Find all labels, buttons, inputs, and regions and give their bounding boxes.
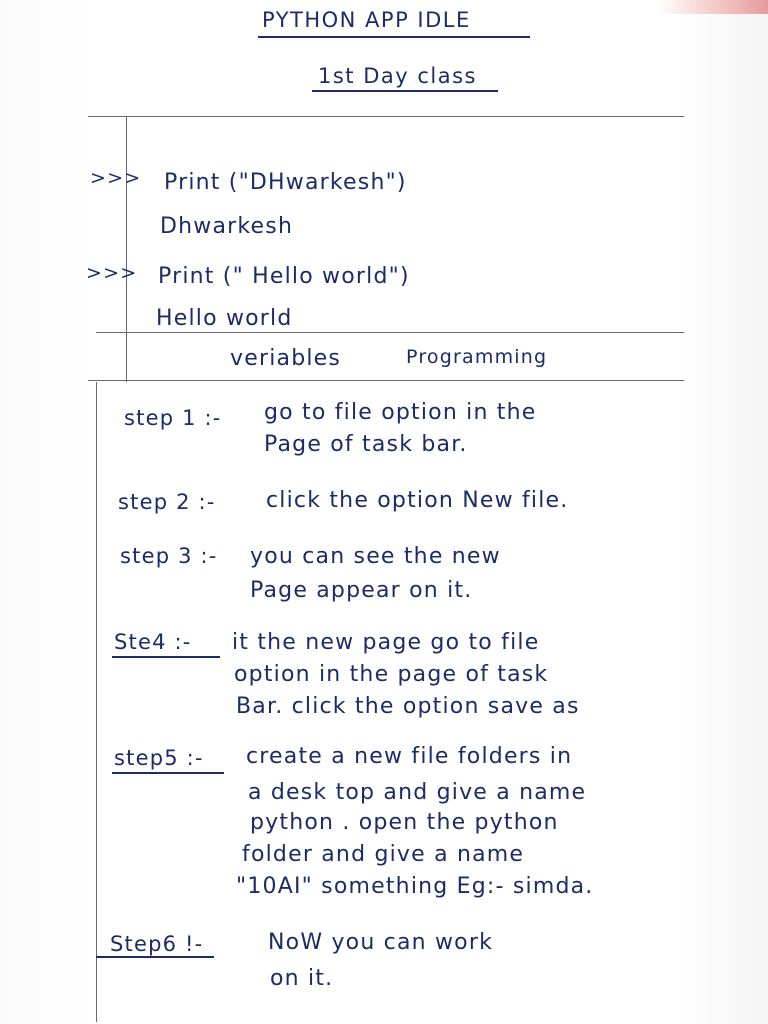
step-label: Ste4 :- <box>114 630 192 654</box>
step-label: Step6 !- <box>110 932 204 956</box>
prompt-marker: >>> <box>86 262 138 284</box>
rule-line-3 <box>88 380 684 381</box>
step-text-line: folder and give a name <box>242 842 525 867</box>
step-text-line: Page of task bar. <box>264 432 468 457</box>
step-text-line: python . open the python <box>250 810 559 835</box>
code-line: Print (" Hello world") <box>158 264 410 289</box>
margin-line <box>126 116 127 382</box>
code-line: Print ("DHwarkesh") <box>164 170 407 195</box>
output-line: Hello world <box>156 306 293 331</box>
step-text-line: go to file option in the <box>264 400 537 425</box>
step-text-line: create a new file folders in <box>246 744 573 769</box>
page-title: PYTHON APP IDLE <box>262 8 471 32</box>
step-label: step5 :- <box>114 746 204 770</box>
step-text-line: on it. <box>270 966 334 991</box>
step-text-line: Page appear on it. <box>250 578 473 603</box>
title-underline <box>258 36 530 38</box>
subtitle-underline <box>312 90 498 92</box>
step-text-line: you can see the new <box>250 544 501 569</box>
prompt-marker: >>> <box>90 167 142 189</box>
step-label-underline <box>96 956 214 958</box>
step-text-line: click the option New file. <box>266 488 569 513</box>
step-text-line: Bar. click the option save as <box>236 694 580 719</box>
step-text-line: a desk top and give a name <box>248 780 587 805</box>
section-heading-right: Programming <box>406 346 548 368</box>
step-label: step 1 :- <box>124 406 222 430</box>
step-label: step 2 :- <box>118 490 216 514</box>
page-corner-smudge <box>658 0 768 14</box>
step-text-line: option in the page of task <box>234 662 549 687</box>
rule-line-2 <box>96 332 684 333</box>
step-label-underline <box>112 772 224 774</box>
step-label: step 3 :- <box>120 544 218 568</box>
step-label-underline <box>112 656 220 658</box>
output-line: Dhwarkesh <box>160 214 294 239</box>
margin-line-lower <box>96 382 97 1022</box>
step-text-line: "10AI" something Eg:- simda. <box>236 874 594 899</box>
step-text-line: NoW you can work <box>268 930 494 955</box>
rule-line-1 <box>88 116 684 117</box>
page-subtitle: 1st Day class <box>318 64 477 88</box>
step-text-line: it the new page go to file <box>232 630 540 655</box>
section-heading-left: veriables <box>230 346 342 371</box>
